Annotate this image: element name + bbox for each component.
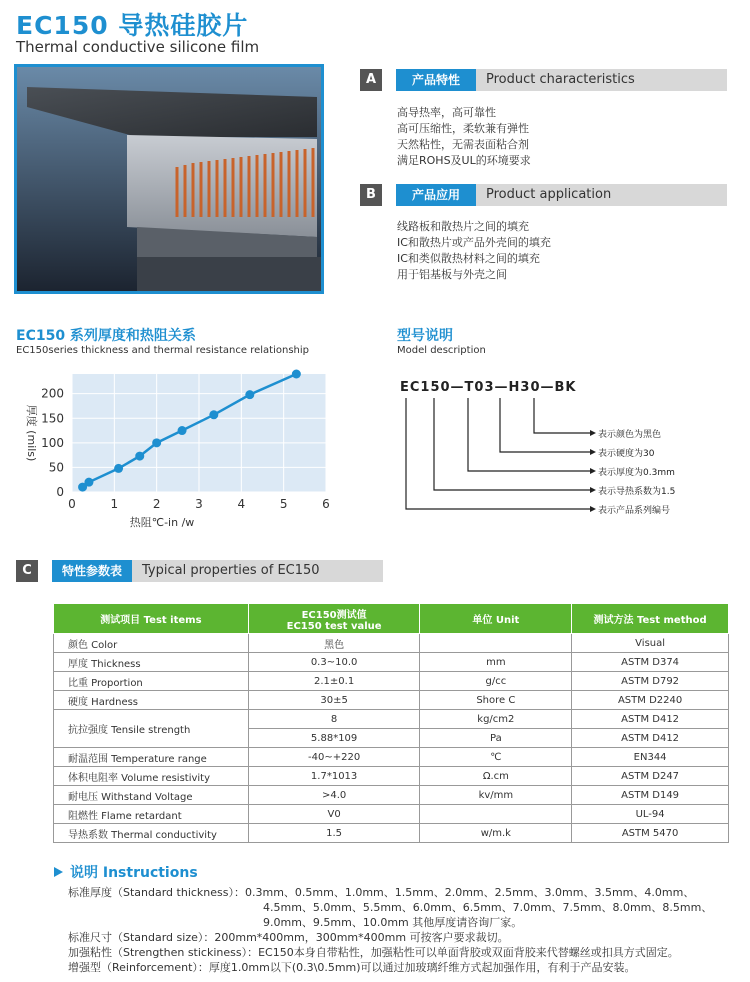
x-tick-label: 0 [68, 497, 76, 511]
annotation-thickness: 表示厚度为0.3mm [598, 468, 675, 478]
table-row [54, 672, 729, 691]
page-title: EC150 导热硅胶片 [16, 11, 249, 40]
list-item: 天然粘性，无需表面粘合剂 [397, 138, 529, 151]
model-annotations [598, 426, 675, 521]
header-test-value-en: EC150 test value [286, 620, 382, 632]
section-b-list [397, 219, 551, 283]
cell-method: ASTM 5470 [572, 824, 729, 843]
cell-item: 硬度 Hardness [54, 691, 249, 710]
cell-item: 耐电压 Withstand Voltage [54, 786, 249, 805]
data-point [152, 438, 161, 447]
instructions-title: 说明 Instructions [70, 865, 198, 881]
cell-value: 黑色 [248, 634, 420, 653]
cell-method: ASTM D412 [572, 729, 729, 748]
cell-unit: mm [420, 653, 572, 672]
cell-method: ASTM D247 [572, 767, 729, 786]
x-tick-label: 2 [152, 497, 161, 511]
section-b-letter: B [360, 184, 382, 206]
cell-unit: kg/cm2 [420, 710, 572, 729]
properties-table [53, 603, 729, 843]
y-axis-label: 厚度 (mils) [25, 404, 38, 462]
table-row [54, 691, 729, 710]
section-a-list [397, 105, 531, 169]
annotation-conductivity: 表示导热系数为1.5 [598, 487, 676, 497]
section-b-label-en: Product application [476, 184, 727, 206]
instruction-line: 标准厚度（Standard thickness）：0.3mm、0.5mm、1.0mm、1.5mm、2.0mm、2.5mm、3.0mm、3.5mm、4.0mm、 [68, 886, 695, 899]
x-tick-label: 5 [279, 497, 288, 511]
table-row [54, 748, 729, 767]
triangle-bullet-icon [52, 866, 64, 878]
table-row [54, 786, 729, 805]
header-unit: 单位 Unit [420, 604, 572, 634]
cell-item: 抗拉强度 Tensile strength [54, 710, 249, 748]
header-test-method: 测试方法 Test method [572, 604, 729, 634]
data-point [292, 370, 301, 379]
x-tick-label: 1 [110, 497, 119, 511]
chart-section-subtitle: EC150series thickness and thermal resistance relationship [16, 345, 309, 356]
instruction-line: 4.5mm、5.0mm、5.5mm、6.0mm、6.5mm、7.0mm、7.5mm、8.0mm、8.5mm、 [263, 901, 713, 914]
cell-item: 阻燃性 Flame retardant [54, 805, 249, 824]
model-section-subtitle: Model description [397, 345, 486, 356]
table-row [54, 767, 729, 786]
table-row [54, 653, 729, 672]
list-item: 满足ROHS及UL的环境要求 [397, 154, 531, 167]
list-item: 高可压缩性，柔软兼有弹性 [397, 122, 529, 135]
section-a-label-en: Product characteristics [476, 69, 727, 91]
instruction-line: 增强型（Reinforcement）：厚度1.0mm以下(0.3\0.5mm)可以通过加玻璃纤维方式起加强作用，有利于产品安装。 [68, 961, 636, 974]
data-point [135, 452, 144, 461]
x-tick-label: 6 [322, 497, 330, 511]
cell-item: 体积电阻率 Volume resistivity [54, 767, 249, 786]
cell-item: 导热系数 Thermal conductivity [54, 824, 249, 843]
y-tick-label: 50 [48, 460, 64, 475]
cell-item: 颜色 Color [54, 634, 249, 653]
cell-value: -40~+220 [248, 748, 420, 767]
cell-value: 8 [248, 710, 420, 729]
y-tick-label: 150 [41, 411, 64, 426]
list-item: IC和类似散热材料之间的填充 [397, 252, 540, 265]
cell-unit: ℃ [420, 748, 572, 767]
list-item: 线路板和散热片之间的填充 [397, 220, 529, 233]
cell-value: 5.88*109 [248, 729, 420, 748]
cell-method: ASTM D792 [572, 672, 729, 691]
section-b-label-cn: 产品应用 [396, 184, 476, 206]
instruction-line: 标准尺寸（Standard size）：200mm*400mm，300mm*400mm 可按客户要求裁切。 [68, 931, 509, 944]
section-a-letter: A [360, 69, 382, 91]
cell-unit: g/cc [420, 672, 572, 691]
model-code: EC150—T03—H30—BK [400, 380, 577, 395]
instruction-line: 加强粘性（Strengthen stickiness）：EC150本身自带粘性，加强粘性可以单面背胶或双面背胶来代替螺丝或扣具方式固定。 [68, 946, 679, 959]
section-c-label-cn: 特性参数表 [52, 560, 132, 582]
model-section-title: 型号说明 [397, 328, 453, 344]
thickness-resistance-chart [14, 362, 344, 530]
list-item: IC和散热片或产品外壳间的填充 [397, 236, 551, 249]
cell-value: V0 [248, 805, 420, 824]
list-item: 用于铝基板与外壳之间 [397, 268, 507, 281]
data-point [84, 478, 93, 487]
x-axis-label: 热阻℃-in /w [129, 516, 195, 529]
data-point [245, 390, 254, 399]
cell-item: 耐温范围 Temperature range [54, 748, 249, 767]
cell-unit [420, 634, 572, 653]
table-row [54, 634, 729, 653]
cell-unit: Pa [420, 729, 572, 748]
section-a-label-cn: 产品特性 [396, 69, 476, 91]
header-test-items: 测试项目 Test items [54, 604, 249, 634]
cell-method: ASTM D412 [572, 710, 729, 729]
cell-unit: kv/mm [420, 786, 572, 805]
page-subtitle: Thermal conductive silicone film [16, 38, 260, 56]
table-row [54, 710, 729, 729]
cell-value: 1.5 [248, 824, 420, 843]
cell-unit: Ω.cm [420, 767, 572, 786]
y-tick-label: 0 [56, 485, 64, 499]
cell-unit [420, 805, 572, 824]
cell-value: 30±5 [248, 691, 420, 710]
header-test-value-cn: EC150测试值 [301, 609, 367, 621]
section-c-letter: C [16, 560, 38, 582]
x-tick-label: 3 [195, 497, 203, 511]
cell-unit: Shore C [420, 691, 572, 710]
cell-method: EN344 [572, 748, 729, 767]
cell-item: 比重 Proportion [54, 672, 249, 691]
cell-value: >4.0 [248, 786, 420, 805]
data-point [178, 426, 187, 435]
cell-method: Visual [572, 634, 729, 653]
cell-item: 厚度 Thickness [54, 653, 249, 672]
data-point [209, 410, 218, 419]
cell-method: ASTM D2240 [572, 691, 729, 710]
table-row [54, 824, 729, 843]
annotation-series: 表示产品系列编号 [598, 506, 671, 516]
section-c-label-en: Typical properties of EC150 [132, 560, 383, 582]
cell-method: ASTM D374 [572, 653, 729, 672]
list-item: 高导热率，高可靠性 [397, 106, 496, 119]
instructions-heading [52, 862, 198, 882]
cell-method: UL-94 [572, 805, 729, 824]
cell-value: 0.3~10.0 [248, 653, 420, 672]
cell-method: ASTM D149 [572, 786, 729, 805]
cell-unit: w/m.k [420, 824, 572, 843]
table-header-row [54, 604, 729, 634]
instruction-line: 9.0mm、9.5mm、10.0mm 其他厚度请咨询厂家。 [263, 916, 523, 929]
cell-value: 2.1±0.1 [248, 672, 420, 691]
y-tick-label: 200 [41, 386, 64, 401]
product-photo [14, 64, 324, 294]
header-test-value [248, 604, 420, 634]
data-point [114, 464, 123, 473]
cell-value: 1.7*1013 [248, 767, 420, 786]
annotation-hardness: 表示硬度为30 [598, 449, 655, 459]
chart-section-title: EC150 系列厚度和热阻关系 [16, 328, 196, 344]
annotation-color: 表示颜色为黑色 [598, 430, 662, 440]
table-row [54, 805, 729, 824]
x-tick-label: 4 [237, 497, 246, 511]
instructions-body [68, 885, 738, 975]
y-tick-label: 100 [41, 435, 64, 450]
model-connector-lines [400, 396, 600, 516]
